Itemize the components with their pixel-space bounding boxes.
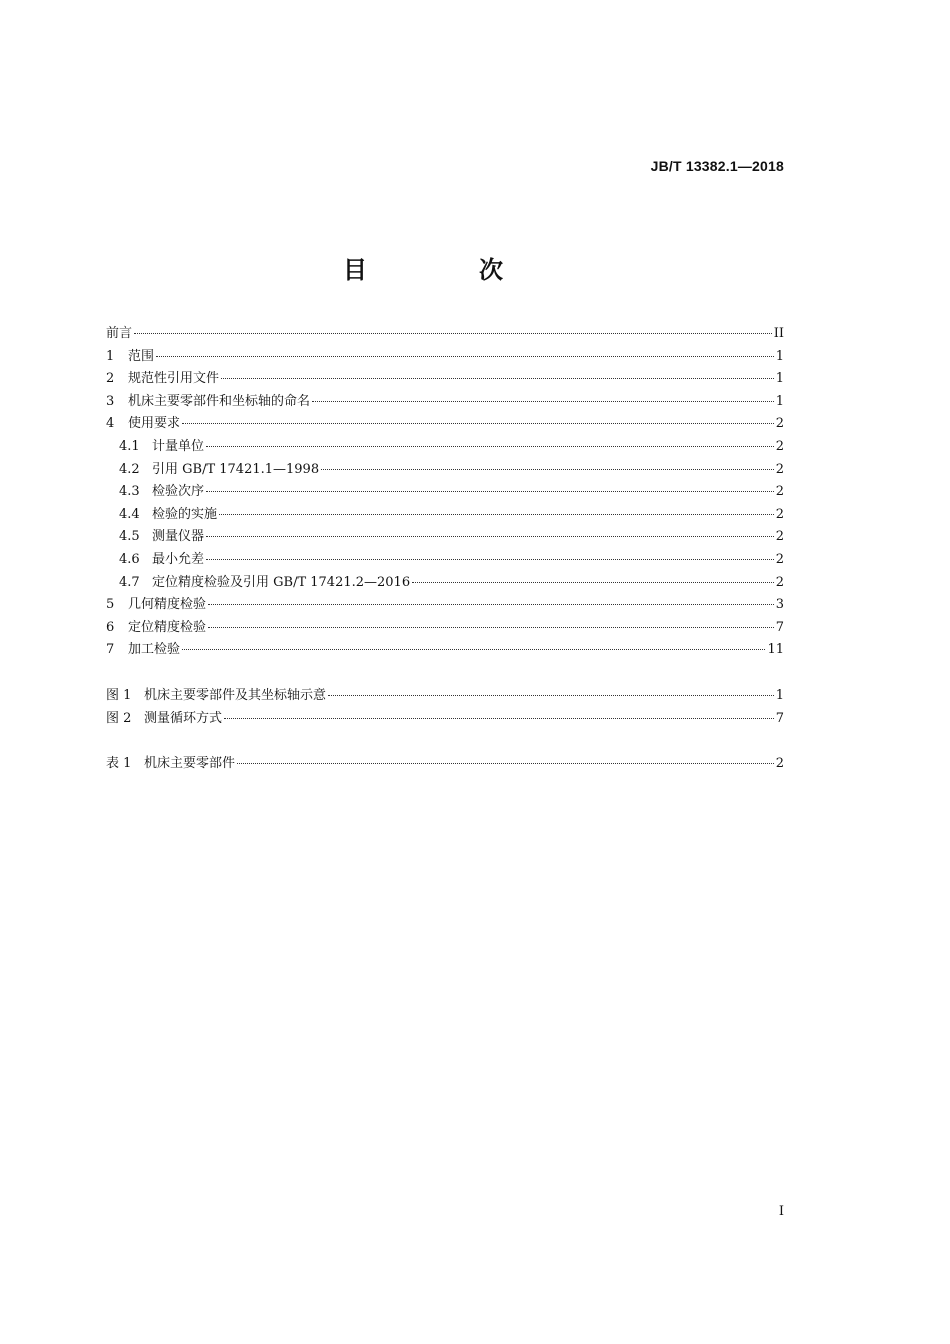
toc-entry-number: 4.7 [119,574,140,590]
toc-entry-number: 4.5 [119,529,140,545]
toc-entry[interactable] [106,345,784,368]
toc-entry[interactable] [106,435,784,458]
dot-leader [206,559,774,560]
toc-entry-number: 4.6 [119,551,140,567]
toc-entry-page: 1 [775,687,784,703]
table-of-contents [106,322,784,775]
dot-leader [206,446,774,447]
toc-entry[interactable] [106,412,784,435]
toc-entry-page: 2 [775,506,784,522]
toc-entry-number: 5 [106,597,115,613]
dot-leader [224,718,774,719]
page-number: I [778,1204,784,1219]
toc-entry-label: 测量循环方式 [144,710,223,726]
toc-entry[interactable] [106,638,784,661]
toc-entry-label: 使用要求 [128,416,181,432]
dot-leader [134,333,772,334]
toc-entry-page: 2 [775,574,784,590]
toc-entry-label: 加工检验 [128,642,181,658]
toc-entry[interactable] [106,525,784,548]
dot-leader [312,401,774,402]
toc-entry-number: 6 [106,619,115,635]
toc-entry-number: 1 [106,348,115,364]
toc-entry-number: 4.1 [119,438,140,454]
toc-entry-number: 7 [106,642,115,658]
toc-entry-label: 定位精度检验及引用 GB/T 17421.2—2016 [152,574,411,590]
toc-entry[interactable] [106,571,784,594]
dot-leader [206,536,774,537]
toc-entry-label: 检验次序 [152,484,205,500]
toc-entry-label: 规范性引用文件 [128,371,220,387]
toc-entry-label: 定位精度检验 [128,619,207,635]
toc-entry-number: 4.3 [119,484,140,500]
toc-entry[interactable] [106,593,784,616]
toc-entry[interactable] [106,480,784,503]
toc-entry[interactable] [106,684,784,707]
dot-leader [237,763,774,764]
toc-entry-label: 范围 [128,348,155,364]
toc-entry-page: 2 [775,438,784,454]
dot-leader [208,627,774,628]
document-code: JB/T 13382.1—2018 [650,158,784,174]
toc-entry-number: 4.2 [119,461,140,477]
toc-entry-page: 1 [775,371,784,387]
toc-entry-page: 3 [775,597,784,613]
toc-entry-number: 表 1 [106,756,132,772]
dot-leader [321,469,774,470]
toc-entry-page: 2 [775,529,784,545]
toc-entry-number: 2 [106,371,115,387]
toc-entry-number: 图 1 [106,687,132,703]
toc-entry[interactable] [106,752,784,775]
toc-entry-label: 前言 [106,326,133,341]
toc-entry-number: 4.4 [119,506,140,522]
dot-leader [182,423,774,424]
toc-entry[interactable] [106,548,784,571]
dot-leader [156,356,774,357]
toc-entry-label: 引用 GB/T 17421.1—1998 [152,461,320,477]
toc-entry-page: 2 [775,756,784,772]
toc-entry[interactable] [106,458,784,481]
toc-entry[interactable] [106,390,784,413]
page-title: 目 次 [343,256,547,284]
toc-entry-page: 2 [775,416,784,432]
toc-entry-page: 2 [775,461,784,477]
dot-leader [219,514,774,515]
toc-entry-number: 图 2 [106,710,132,726]
dot-leader [208,604,774,605]
dot-leader [412,582,774,583]
dot-leader [182,649,765,650]
toc-entry-page: 1 [775,348,784,364]
toc-entry-page: II [773,326,784,341]
toc-entry-page: 11 [767,642,784,658]
toc-entry[interactable] [106,707,784,730]
toc-entry-page: 7 [775,710,784,726]
toc-entry-label: 机床主要零部件 [144,756,236,772]
dot-leader [206,491,774,492]
toc-entry-number: 4 [106,416,115,432]
toc-entry[interactable] [106,616,784,639]
toc-entry-label: 测量仪器 [152,529,205,545]
toc-entry[interactable] [106,322,784,345]
toc-entry-page: 2 [775,551,784,567]
dot-leader [221,378,774,379]
toc-entry-label: 机床主要零部件和坐标轴的命名 [128,393,311,409]
dot-leader [328,695,774,696]
toc-entry-label: 检验的实施 [152,506,218,522]
toc-entry-page: 7 [775,619,784,635]
toc-entry-label: 几何精度检验 [128,597,207,613]
toc-entry-label: 机床主要零部件及其坐标轴示意 [144,687,327,703]
toc-entry-number: 3 [106,393,115,409]
toc-entry-label: 计量单位 [152,438,205,454]
toc-entry-page: 2 [775,484,784,500]
toc-entry-page: 1 [775,393,784,409]
toc-entry[interactable] [106,367,784,390]
toc-entry-label: 最小允差 [152,551,205,567]
toc-entry[interactable] [106,503,784,526]
